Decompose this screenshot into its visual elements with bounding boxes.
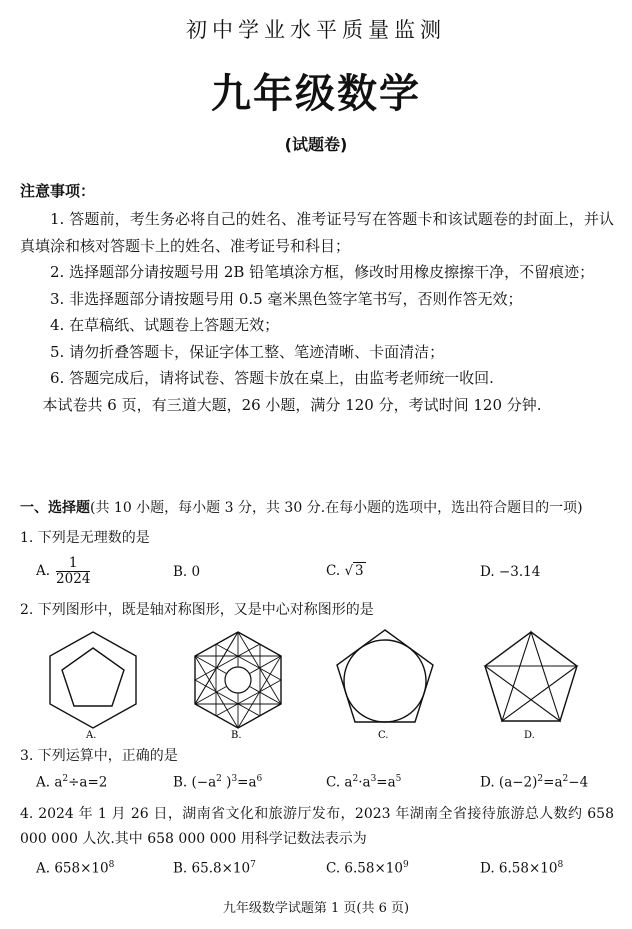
fraction <box>56 556 90 587</box>
notice-item: 3. 非选择题部分请按题号用 0.5 毫米黑色签字笔书写，否则作答无效； <box>50 289 523 308</box>
page-footer: 九年级数学试题第 1 页(共 6 页) <box>222 901 410 916</box>
figure-a-hexagon-pentagon <box>38 626 148 741</box>
notice-item: 6. 答题完成后，请将试卷、答题卡放在桌上，由监考老师统一收回. <box>50 369 494 387</box>
question-3-stem: 3. 下列运算中，正确的是 <box>20 748 178 764</box>
expr-part: a <box>340 774 353 791</box>
exponent: 2 <box>216 774 222 784</box>
sqrt-expression <box>344 563 365 579</box>
q3-option-c <box>326 774 401 791</box>
figure-label: A. <box>86 730 97 741</box>
q4-option-b <box>173 860 256 877</box>
exponent: 8 <box>108 860 115 870</box>
exam-title: 九年级数学 <box>211 71 421 117</box>
exponent: 2 <box>352 774 359 784</box>
option-label: B. <box>173 774 188 791</box>
notice-heading: 注意事项： <box>20 182 96 200</box>
option-label: A. <box>36 860 51 877</box>
expr-part: =a <box>543 774 563 791</box>
option-label: A. <box>36 774 51 791</box>
q4-option-c <box>326 860 409 877</box>
expr-part: ) <box>221 774 232 791</box>
option-label: C. <box>326 563 341 579</box>
notice-item: 2. 选择题部分请按题号用 2B 铅笔填涂方框，修改时用橡皮擦擦干净，不留痕迹； <box>50 263 595 281</box>
numerator: 1 <box>56 556 90 572</box>
expr-part: =a <box>376 774 396 791</box>
question-1-stem: 1. 下列是无理数的是 <box>20 530 150 546</box>
radical-sign: √ <box>344 563 354 579</box>
exam-header: 初中学业水平质量监测 <box>186 18 446 42</box>
notice-item: 5. 请勿折叠答题卡，保证字体工整、笔迹清晰、卡面清洁； <box>50 342 445 361</box>
expr-part: 65.8×10 <box>187 860 251 877</box>
question-2-stem: 2. 下列图形中，既是轴对称图形，又是中心对称图形的是 <box>20 602 374 618</box>
option-label: C. <box>326 860 341 877</box>
expr-part: a <box>50 774 63 791</box>
exponent: 8 <box>557 860 564 870</box>
section-name: 一、选择题 <box>20 500 90 516</box>
q1-option-d: D. −3.14 <box>480 564 541 580</box>
option-label: D. <box>480 774 495 791</box>
option-label: D. <box>480 860 495 877</box>
q3-option-b <box>173 774 262 791</box>
exponent: 2 <box>562 774 569 784</box>
notice-list <box>20 206 614 418</box>
question-4-stem: 4. 2024 年 1 月 26 日，湖南省文化和旅游厅发布，2023 年湖南全省接待旅游总人数约 658 000 000 人次.其中 658 000 000 用科学记数法表示为 <box>20 806 614 847</box>
option-label: C. <box>326 774 341 791</box>
figure-label: C. <box>378 730 389 741</box>
notice-summary: 本试卷共 6 页，有三道大题，26 小题，满分 120 分，考试时间 120 分钟. <box>42 395 542 414</box>
q4-option-d <box>480 860 563 877</box>
exponent: 3 <box>370 774 377 784</box>
figure-d-pentagon-star <box>476 626 586 741</box>
expr-part: ·a <box>358 774 371 791</box>
figure-b-hexagon-star <box>183 626 293 741</box>
figure-label: B. <box>231 730 242 741</box>
exponent: 3 <box>231 774 238 784</box>
exponent: 9 <box>402 860 409 870</box>
expr-part: 6.58×10 <box>340 860 403 877</box>
q1-option-a <box>36 556 90 587</box>
q3-option-d <box>480 774 588 791</box>
section-heading <box>20 497 583 517</box>
denominator: 2024 <box>56 571 91 587</box>
exponent: 5 <box>395 774 402 784</box>
expr-part: −4 <box>568 774 589 791</box>
option-label: A. <box>36 563 51 579</box>
expr-part: =a <box>237 774 257 791</box>
expr-part: 6.58×10 <box>494 860 558 877</box>
option-label: B. <box>173 860 188 877</box>
notice-item: 1. 答题前，考生务必将自己的姓名、准考证号写在答题卡和该试题卷的封面上，并认真填涂和核对答题卡上的姓名、准考证号和科目； <box>20 210 614 255</box>
notice-item: 4. 在草稿纸、试题卷上答题无效； <box>50 316 280 334</box>
expr-part: (a−2) <box>494 774 538 791</box>
exponent: 2 <box>537 774 544 784</box>
section-description: (共 10 小题，每小题 3 分，共 30 分.在每小题的选项中，选出符合题目的一项) <box>90 500 583 516</box>
q3-option-a <box>36 774 107 791</box>
q4-option-a <box>36 860 114 877</box>
exponent: 2 <box>62 774 69 784</box>
expr-part: (−a <box>187 774 217 791</box>
q1-option-c <box>326 563 366 579</box>
exam-subtitle: (试题卷) <box>284 135 348 154</box>
figure-label: D. <box>524 730 535 741</box>
exponent: 6 <box>256 774 263 784</box>
exponent: 7 <box>250 860 256 870</box>
figure-c-circle-pentagon <box>330 626 440 741</box>
expr-part: 658×10 <box>50 860 109 877</box>
q1-option-b: B. 0 <box>173 564 201 580</box>
expr-part: ÷a=2 <box>68 774 108 791</box>
radicand: 3 <box>355 563 364 579</box>
